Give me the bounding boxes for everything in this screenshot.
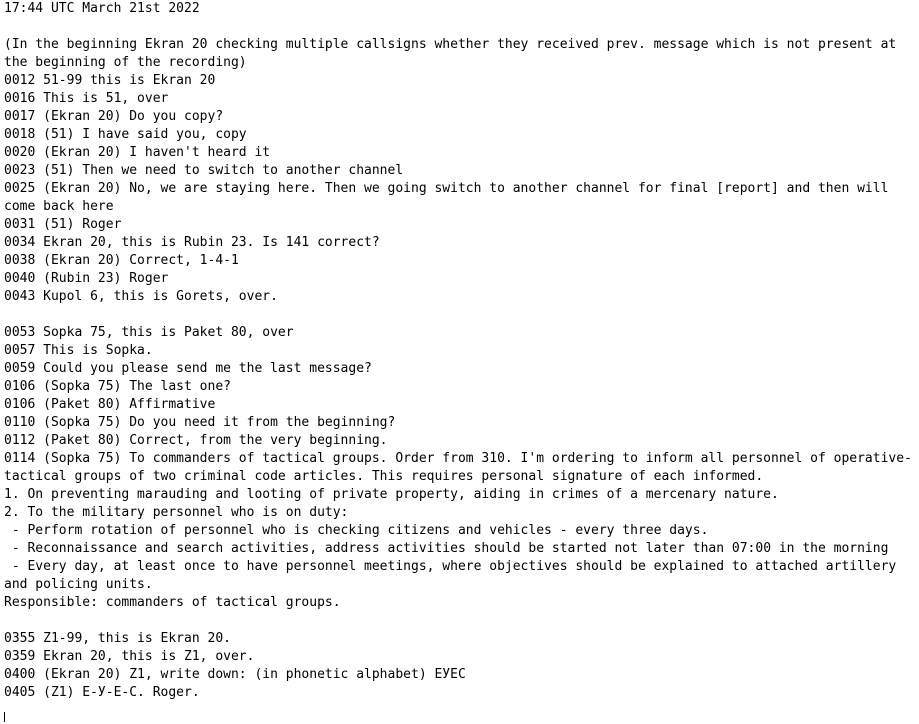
order-subitem: - Reconnaissance and search activities, address activities should be started not later than 07:00 in the morning (4, 541, 889, 556)
transcript-line: 0018 (51) I have said you, copy (4, 127, 247, 142)
order-subitem: - Every day, at least once to have personnel meetings, where objectives should be explained to attached artillery and policing units. (4, 559, 905, 592)
blank-line (4, 612, 915, 630)
transcript-line: 0034 Ekran 20, this is Rubin 23. Is 141 correct? (4, 235, 380, 250)
transcript-line: 0017 (Ekran 20) Do you copy? (4, 109, 224, 124)
transcript-line: 0031 (51) Roger (4, 217, 122, 232)
transcript-line: 0025 (Ekran 20) No, we are staying here. Then we going switch to another channel for final [report] and then will come back here (4, 181, 897, 214)
transcript-line: 0016 This is 51, over (4, 91, 169, 106)
transcript-line: 0405 (Z1) Е-У-Е-С. Roger. (4, 685, 200, 700)
timestamp-header: 17:44 UTC March 21st 2022 (4, 1, 200, 16)
order-item: 2. To the military personnel who is on duty: (4, 505, 349, 520)
transcript-line: 0012 51-99 this is Ekran 20 (4, 73, 216, 88)
transcript-line: 0059 Could you please send me the last message? (4, 361, 372, 376)
text-cursor (4, 712, 5, 722)
transcript-line: 0106 (Sopka 75) The last one? (4, 379, 231, 394)
transcript-line: 0359 Ekran 20, this is Z1, over. (4, 649, 255, 664)
transcript-line: 0106 (Paket 80) Affirmative (4, 397, 216, 412)
order-item: 1. On preventing marauding and looting of private property, aiding in crimes of a mercenary nature. (4, 487, 779, 502)
transcript-line: 0114 (Sopka 75) To commanders of tactical groups. Order from 310. I'm ordering to inform all personnel of operative-tactical groups of two criminal code articles. This requires personal signature of each informed. (4, 451, 912, 484)
transcript-line: 0040 (Rubin 23) Roger (4, 271, 169, 286)
blank-line (4, 306, 915, 324)
transcript-line: 0112 (Paket 80) Correct, from the very beginning. (4, 433, 388, 448)
transcript-line: 0038 (Ekran 20) Correct, 1-4-1 (4, 253, 239, 268)
transcript-line: 0023 (51) Then we need to switch to another channel (4, 163, 404, 178)
transcript-text (4, 0, 915, 702)
transcript-line: 0110 (Sopka 75) Do you need it from the beginning? (4, 415, 396, 430)
transcript-line: 0020 (Ekran 20) I haven't heard it (4, 145, 271, 160)
intro-note: (In the beginning Ekran 20 checking multiple callsigns whether they received prev. message which is not present at the beginning of the recording) (4, 37, 905, 70)
transcript-line: 0053 Sopka 75, this is Paket 80, over (4, 325, 294, 340)
transcript-line: 0057 This is Sopka. (4, 343, 153, 358)
order-subitem: - Perform rotation of personnel who is checking citizens and vehicles - every three days. (4, 523, 709, 538)
transcript-line: 0355 Z1-99, this is Ekran 20. (4, 631, 231, 646)
order-responsible: Responsible: commanders of tactical groups. (4, 595, 341, 610)
transcript-line: 0043 Kupol 6, this is Gorets, over. (4, 289, 278, 304)
blank-line (4, 18, 915, 36)
transcript-line: 0400 (Ekran 20) Z1, write down: (in phonetic alphabet) ЕУЕС (4, 667, 466, 682)
